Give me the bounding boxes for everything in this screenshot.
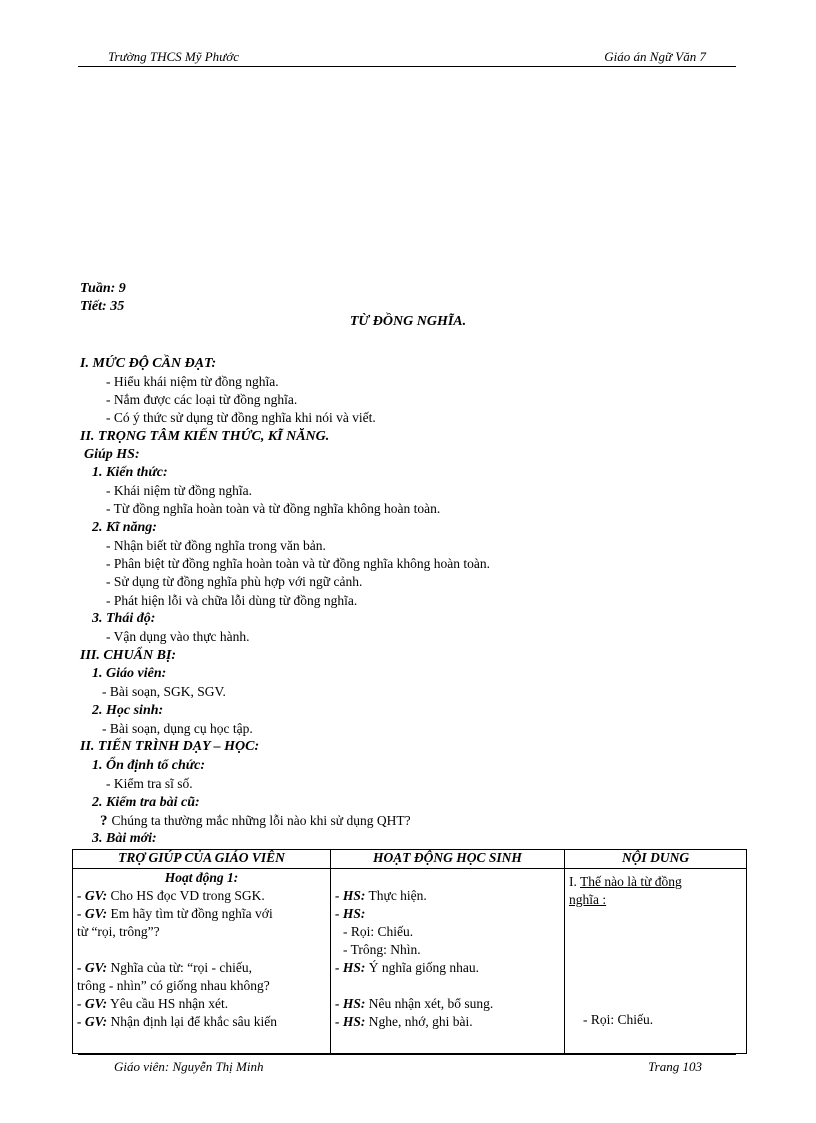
student-line-5: - HS: Nghe, nhớ, ghi bài. (335, 1014, 473, 1029)
section-2-sub: Giúp HS: (84, 447, 140, 462)
old-lesson-question (100, 812, 411, 830)
teacher-line-4: - GV: Yêu cầu HS nhận xét. (77, 996, 229, 1011)
section-1-line-1: - Hiểu khái niệm từ đồng nghĩa. (106, 374, 279, 389)
section-3-2-title: 2. Học sinh: (92, 703, 164, 718)
header-teacher: TRỢ GIÚP CỦA GIÁO VIÊN (73, 850, 331, 869)
student-line-2a: - Rọi: Chiếu. (343, 924, 414, 939)
content-heading: I. Thế nào là từ đồng (569, 874, 682, 889)
student-cell (331, 869, 565, 1054)
teacher-line-2: - GV: Em hãy tìm từ đồng nghĩa với (77, 906, 273, 921)
section-4-1-title: 1. Ổn định tổ chức: (92, 758, 206, 773)
section-2-2-line-4: - Phát hiện lỗi và chữa lỗi dùng từ đồng nghĩa. (106, 593, 358, 608)
header-school: Trường THCS Mỹ Phước (108, 49, 239, 64)
section-2-2-line-3: - Sử dụng từ đồng nghĩa phù hợp với ngữ cảnh. (106, 574, 363, 589)
section-2-2-title: 2. Kĩ năng: (92, 520, 157, 535)
student-line-3: - HS: Ý nghĩa giống nhau. (335, 960, 479, 975)
table-row (73, 869, 747, 1054)
week-label: Tuần: 9 (80, 281, 126, 296)
content-line-1: - Rọi: Chiếu. (583, 1012, 654, 1027)
student-blank-1 (335, 869, 560, 887)
header-student: HOẠT ĐỘNG HỌC SINH (331, 850, 565, 869)
content-cell (565, 869, 747, 1054)
footer-teacher: Giáo viên: Nguyễn Thị Minh (114, 1059, 264, 1074)
activity-label: Hoạt động 1: (164, 870, 239, 885)
question-mark-icon: ? (100, 813, 108, 829)
section-3-2-line-1: - Bài soạn, dụng cụ học tập. (102, 721, 253, 736)
section-2-3-line-1: - Vận dụng vào thực hành. (106, 629, 250, 644)
table-header-row (73, 850, 747, 869)
section-2-2-line-1: - Nhận biết từ đồng nghĩa trong văn bản. (106, 538, 326, 553)
section-2-1-line-2: - Từ đồng nghĩa hoàn toàn và từ đồng nghĩa không hoàn toàn. (106, 501, 441, 516)
student-line-2b: - Trông: Nhìn. (343, 942, 421, 957)
teacher-cell (73, 869, 331, 1054)
section-4-title: II. TIẾN TRÌNH DẠY – HỌC: (80, 739, 260, 754)
section-1-title: I. MỨC ĐỘ CẦN ĐẠT: (80, 356, 217, 371)
old-lesson-question-text: Chúng ta thường mắc những lỗi nào khi sử dụng QHT? (111, 813, 411, 828)
student-blank-2 (335, 977, 560, 995)
lesson-title: TỪ ĐỒNG NGHĨA. (349, 314, 467, 329)
teacher-line-3: - GV: Nghĩa của từ: “rọi - chiếu, (77, 960, 253, 975)
period-label: Tiết: 35 (80, 299, 125, 314)
teacher-line-2b: từ “rọi, trông”? (77, 924, 160, 939)
section-4-1-line-1: - Kiểm tra sĩ số. (106, 776, 193, 791)
header-content: NỘI DUNG (565, 850, 747, 869)
section-2-title: II. TRỌNG TÂM KIẾN THỨC, KĨ NĂNG. (80, 429, 330, 444)
section-4-2-title: 2. Kiểm tra bài cũ: (92, 795, 200, 810)
student-line-4: - HS: Nêu nhận xét, bổ sung. (335, 996, 494, 1011)
section-2-1-title: 1. Kiến thức: (92, 465, 168, 480)
section-4-3-title: 3. Bài mới: (92, 831, 157, 846)
section-2-1-line-1: - Khái niệm từ đồng nghĩa. (106, 483, 253, 498)
section-2-2-line-2: - Phân biệt từ đồng nghĩa hoàn toàn và từ đồng nghĩa không hoàn toàn. (106, 556, 490, 571)
section-3-1-title: 1. Giáo viên: (92, 666, 167, 681)
student-line-2: - HS: (335, 906, 366, 921)
student-line-1: - HS: Thực hiện. (335, 888, 427, 903)
content-heading-2: nghĩa : (569, 892, 607, 907)
page-footer (78, 1054, 736, 1075)
section-1-line-3: - Có ý thức sử dụng từ đồng nghĩa khi nói và viết. (106, 410, 376, 425)
section-2-3-title: 3. Thái độ: (92, 611, 156, 626)
teacher-line-5: - GV: Nhận định lại để khắc sâu kiến (77, 1014, 277, 1029)
content-blank (569, 909, 742, 1011)
footer-page-number: Trang 103 (648, 1059, 702, 1074)
teacher-line-3b: trông - nhìn” có giống nhau không? (77, 978, 270, 993)
lesson-table (72, 849, 747, 1054)
section-3-1-line-1: - Bài soạn, SGK, SGV. (102, 684, 226, 699)
section-1-line-2: - Nắm được các loại từ đồng nghĩa. (106, 392, 298, 407)
teacher-blank (77, 941, 326, 959)
teacher-line-1: - GV: Cho HS đọc VD trong SGK. (77, 888, 265, 903)
header-subject: Giáo án Ngữ Văn 7 (604, 49, 706, 64)
section-3-title: III. CHUẨN BỊ: (80, 648, 177, 663)
